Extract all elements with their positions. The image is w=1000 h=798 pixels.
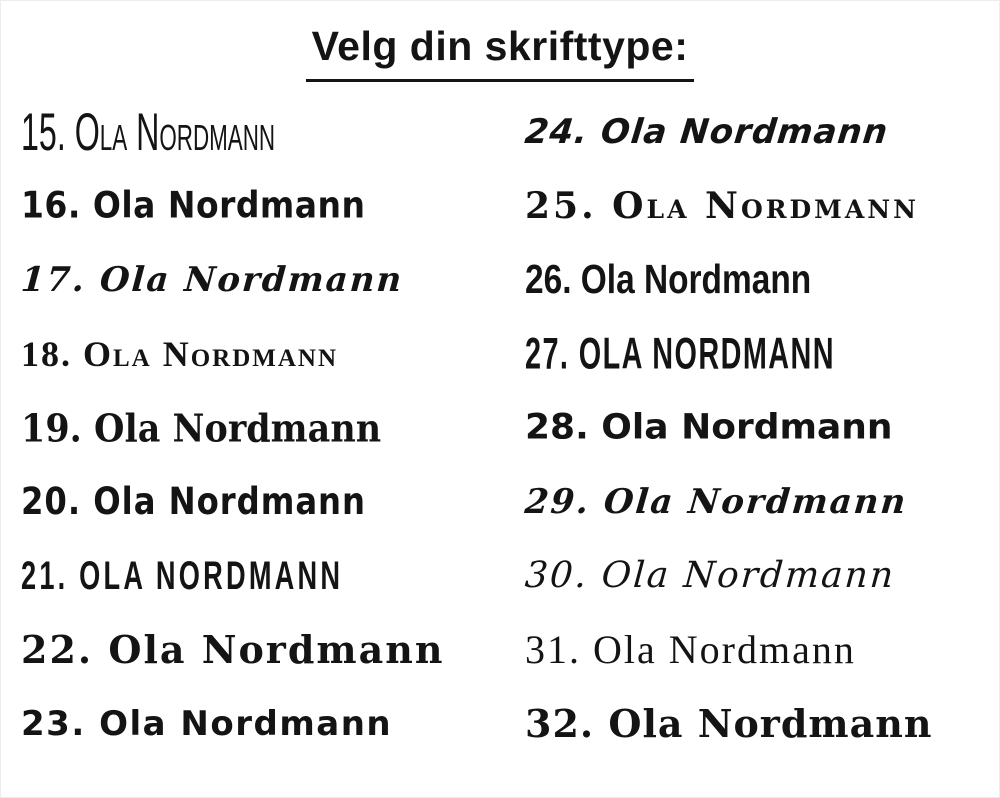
font-sample-23 (21, 687, 521, 761)
font-sample-label: 25. Ola Nordmann (525, 185, 919, 227)
font-sample-label: 29. Ola Nordmann (523, 482, 910, 522)
font-sample-29 (525, 465, 993, 539)
font-sample-32 (525, 687, 993, 761)
font-sample-label: 17. Ola Nordmann (19, 260, 405, 300)
font-sample-17 (21, 243, 521, 317)
font-sample-label: 20. Ola Nordmann (21, 480, 366, 524)
font-sample-label: 23. Ola Nordmann (21, 704, 393, 744)
font-column-left (21, 95, 521, 761)
font-sample-label: 19. Ola Nordmann (21, 404, 382, 451)
font-sample-28 (525, 391, 993, 465)
font-sample-grid (1, 85, 999, 761)
font-sample-label: 22. Ola Nordmann (21, 627, 445, 672)
font-sample-26 (525, 243, 993, 317)
font-sample-20 (21, 465, 521, 539)
font-sample-24 (522, 95, 993, 169)
font-sample-label: 21. OLA NORDMANN (21, 553, 344, 599)
header (1, 1, 999, 85)
font-sample-22 (21, 613, 521, 687)
font-sample-16 (21, 169, 521, 243)
font-sample-label: 26. Ola Nordmann (525, 257, 812, 303)
font-sample-label: 27. OLA NORDMANN (525, 329, 835, 379)
font-sample-30 (525, 539, 993, 613)
font-sample-27 (525, 317, 993, 391)
font-sample-label: 28. Ola Nordmann (525, 407, 893, 448)
font-sample-label: 18. Ola Nordmann (21, 334, 339, 374)
font-sample-label: 32. Ola Nordmann (525, 701, 933, 746)
font-sample-18 (21, 317, 521, 391)
font-sample-15 (21, 95, 521, 169)
font-sample-25 (525, 169, 993, 243)
font-sample-31 (525, 613, 993, 687)
font-sample-21 (21, 539, 521, 613)
font-column-right (521, 95, 993, 761)
font-sample-label: 30. Ola Nordmann (523, 555, 897, 596)
page-title: Velg din skrifttype: (306, 23, 695, 82)
font-sample-label: 24. Ola Nordmann (522, 112, 891, 152)
font-sample-label: 16. Ola Nordmann (21, 184, 366, 228)
font-sample-label: 31. Ola Nordmann (525, 627, 856, 672)
font-sample-label: 15. Ola Nordmann (21, 102, 276, 162)
font-sample-19 (21, 391, 521, 465)
